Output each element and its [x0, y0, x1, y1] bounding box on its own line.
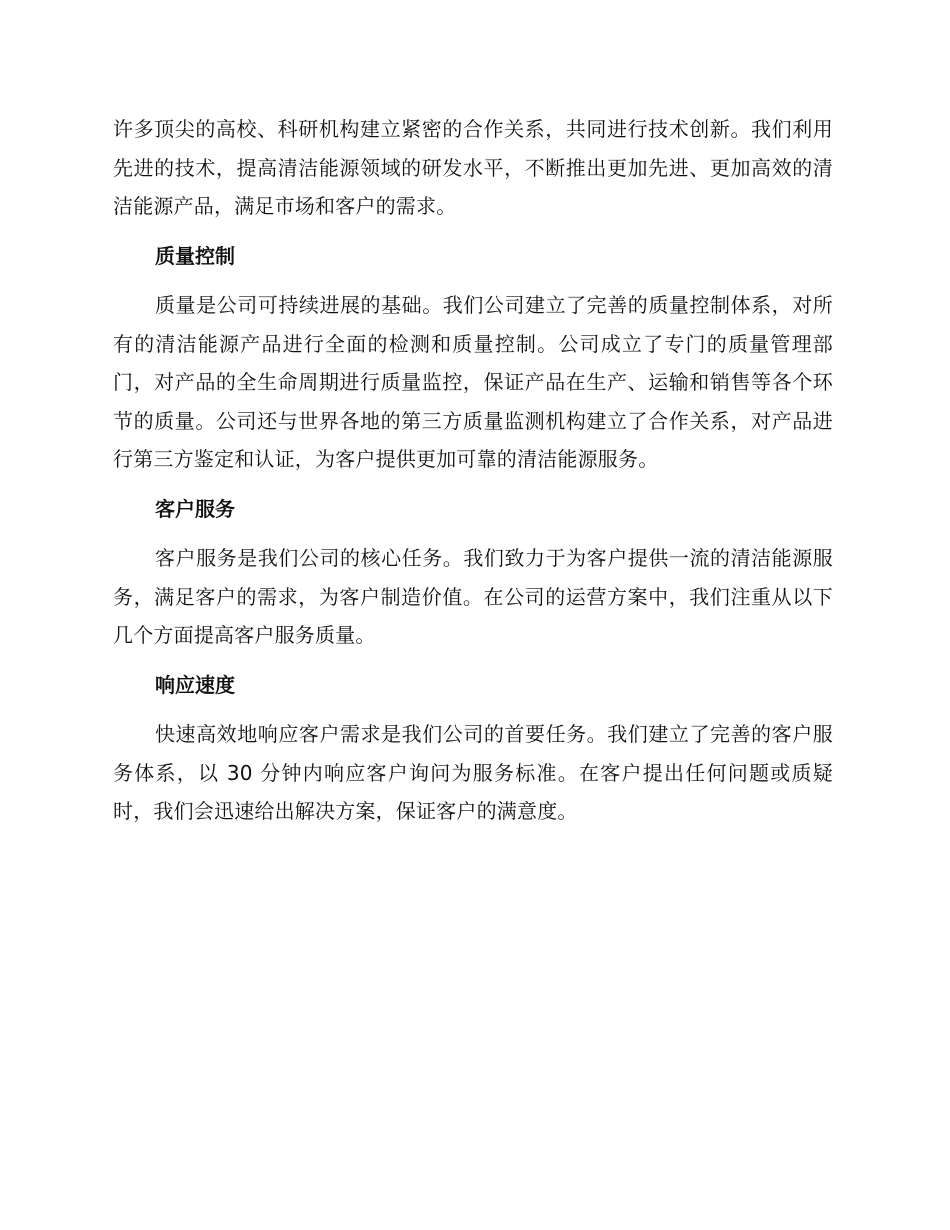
- heading-quality-control: 质量控制: [155, 243, 235, 268]
- paragraph-response-speed: 快速高效地响应客户需求是我们公司的首要任务。我们建立了完善的客户服务体系，以 30 分钟内响应客户询问为服务标准。在客户提出任何问题或质疑时，我们会迅速给出解决方案，保证客户的满意度。: [113, 722, 833, 823]
- paragraph-intro: 许多顶尖的高校、科研机构建立紧密的合作关系，共同进行技术创新。我们利用先进的技术，提高清洁能源领域的研发水平，不断推出更加先进、更加高效的清洁能源产品，满足市场和客户的需求。: [113, 117, 833, 218]
- heading-customer-service: 客户服务: [155, 496, 235, 521]
- heading-response-speed: 响应速度: [155, 672, 235, 697]
- document-page: [113, 110, 833, 831]
- paragraph-quality-control: 质量是公司可持续进展的基础。我们公司建立了完善的质量控制体系，对所有的清洁能源产品进行全面的检测和质量控制。公司成立了专门的质量管理部门，对产品的全生命周期进行质量监控，保证产品在生产、运输和销售等各个环节的质量。公司还与世界各地的第三方质量监测机构建立了合作关系，对产品进行第三方鉴定和认证，为客户提供更加可靠的清洁能源服务。: [113, 293, 833, 471]
- paragraph-customer-service: 客户服务是我们公司的核心任务。我们致力于为客户提供一流的清洁能源服务，满足客户的需求，为客户制造价值。在公司的运营方案中，我们注重从以下几个方面提高客户服务质量。: [113, 546, 833, 647]
